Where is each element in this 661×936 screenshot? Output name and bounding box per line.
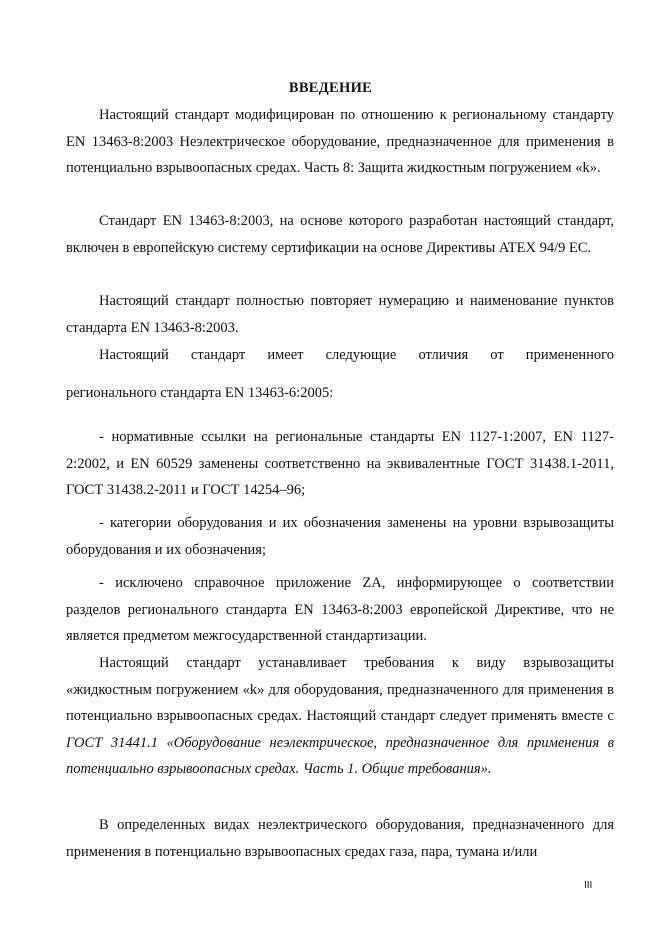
paragraph-modification: Настоящий стандарт модифицирован по отношению к региональному стандарту EN 13463-8:2003 Неэлектрическое оборудование, предназначенное для применения в потенциально взрывоопасных средах. Часть 8: Защита жидкостным погружением «k». bbox=[66, 107, 614, 176]
paragraph-differences-intro: Настоящий стандарт имеет следующие отличия от примененного bbox=[99, 347, 614, 363]
paragraph-continued: В определенных видах неэлектрического оборудования, предназначенного для применения в потенциально взрывоопасных средах газа, пара, тумана и/или bbox=[66, 817, 614, 860]
paragraph-difference-categories: - категории оборудования и их обозначения заменены на уровни взрывозащиты оборудования и их обозначения; bbox=[66, 515, 614, 558]
page-title: ВВЕДЕНИЕ bbox=[288, 80, 373, 96]
paragraph-difference-references: - нормативные ссылки на региональные стандарты EN 1127-1:2007, EN 1127-2:2002, и EN 60529 заменены соответственно на эквивалентные ГОСТ 31438.1-2011, ГОСТ 31438.2-2011 и ГОСТ 14254–96; bbox=[66, 429, 614, 498]
paragraph-difference-annex: - исключено справочное приложение ZA, информирующее о соответствии разделов регионального стандарта EN 13463-8:2003 европейской Директиве, что не является предметом межгосударственной стандартизации. bbox=[66, 575, 614, 644]
scope-text: Настоящий стандарт устанавливает требования к виду взрывозащиты «жидкостным погружением «k» для оборудования, предназначенного для применения в потенциально взрывоопасных средах. Настоящий стандарт следует применять вместе с bbox=[66, 655, 614, 724]
paragraph-certification: Стандарт EN 13463-8:2003, на основе которого разработан настоящий стандарт, включен в европейскую систему сертификации на основе Директивы ATEX 94/9 EC. bbox=[66, 213, 614, 256]
paragraph-numbering: Настоящий стандарт полностью повторяет нумерацию и наименование пунктов стандарта EN 13463-8:2003. bbox=[66, 293, 614, 336]
page-number: III bbox=[584, 880, 593, 891]
paragraph-differences-intro-cont: регионального стандарта EN 13463-6:2005: bbox=[66, 385, 334, 401]
gost-reference: ГОСТ 31441.1 «Оборудование неэлектрическое, предназначенное для применения в потенциально взрывоопасных средах. Часть 1. Общие требования». bbox=[66, 734, 614, 777]
paragraph-scope bbox=[66, 650, 614, 783]
